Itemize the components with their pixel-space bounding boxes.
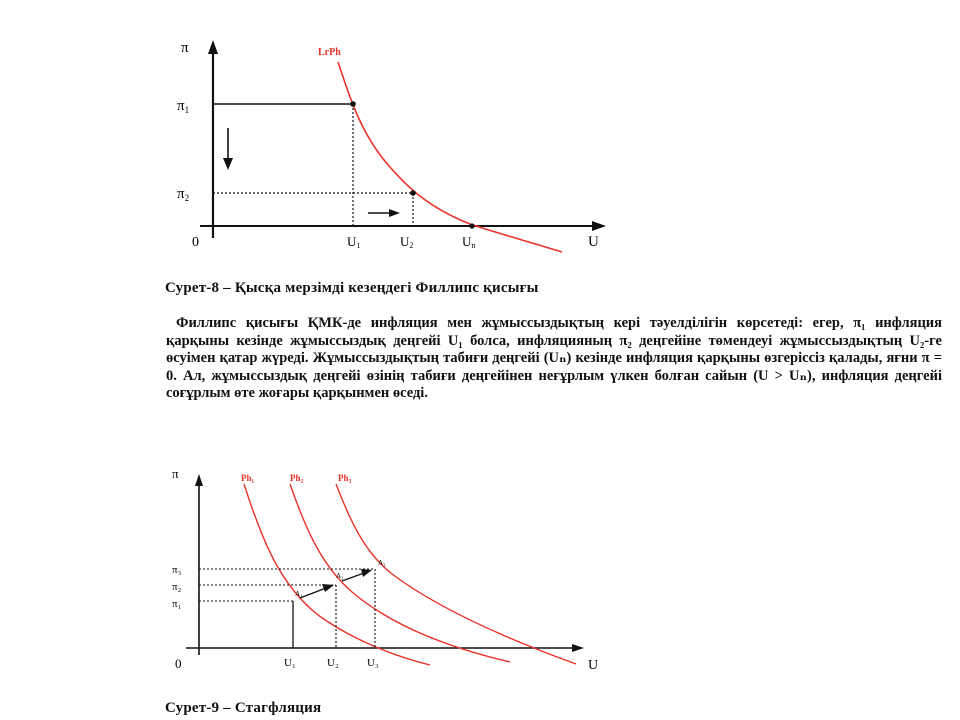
y-axis-label: π [181, 40, 189, 56]
curve-ph3-label: Ph₃ [338, 473, 352, 483]
curve-label: LrPh [318, 47, 341, 58]
figure-9-caption: Сурет-9 – Стагфляция [165, 700, 322, 716]
pi2-label: $\pi_2$ [177, 186, 190, 203]
curve-ph1-label: Ph₁ [241, 473, 255, 483]
point-a3-label: A₃ [378, 559, 386, 567]
body-paragraph: Филлипс қисығы ҚМК-де инфляция мен жұмыссыздықтың кері тәуелділігін көрсетеді: егер, π₁ инфляция қарқыны кезінде жұмыссыздық деңгейі U₁ болса, инфляцияның π₂ деңгейіне төмендеуі жұмыссыздықтың U₂-ге өсуімен қатар жүреді. Жұмыссыздықтың табиғи деңгейі (Uₙ) кезінде инфляция қарқыны өзгеріссіз қалады, яғни π = 0. Ал, жұмыссыздық деңгейі өзінің табиғи деңгейінен неғұрлым үлкен болған сайын (U > Uₙ), инфляция деңгейі соғұрлым өте жоғары қарқынмен өседі. [166, 315, 942, 402]
u3-label: U₃ [367, 657, 379, 669]
point-a1-label: A₁ [295, 590, 303, 598]
x-axis-label: U [588, 658, 599, 673]
u1-label: U₁ [284, 657, 296, 669]
pi1-label: π₁ [172, 598, 182, 610]
curve-ph3 [336, 484, 576, 664]
u2-label: U₂ [327, 657, 339, 669]
pi3-label: π₃ [172, 564, 182, 576]
curve-ph2 [290, 484, 510, 662]
u2-label: U2 [400, 234, 414, 250]
arrow-a2-a3-icon [342, 573, 364, 581]
arrow-a2-a3-head [361, 569, 372, 577]
un-label: Un [462, 234, 476, 250]
pi2-label: π₂ [172, 581, 182, 593]
point-a2-label: A₂ [336, 572, 344, 580]
pi1-label: $\pi_1$ [177, 98, 190, 115]
x-axis-label: U [588, 234, 599, 250]
origin-label: 0 [175, 656, 182, 671]
y-axis-label: π [172, 466, 179, 481]
y-axis-arrow [195, 474, 203, 486]
origin-label: 0 [192, 235, 199, 250]
arrow-a1-a2-head [322, 584, 334, 592]
u1-label: U1 [347, 234, 361, 250]
figure-8-caption: Сурет-8 – Қысқа мерзімді кезеңдегі Филлипс қисығы [165, 280, 539, 296]
x-axis-arrow [572, 644, 584, 652]
curve-ph2-label: Ph₂ [290, 473, 304, 483]
arrow-a1-a2-icon [300, 588, 326, 598]
